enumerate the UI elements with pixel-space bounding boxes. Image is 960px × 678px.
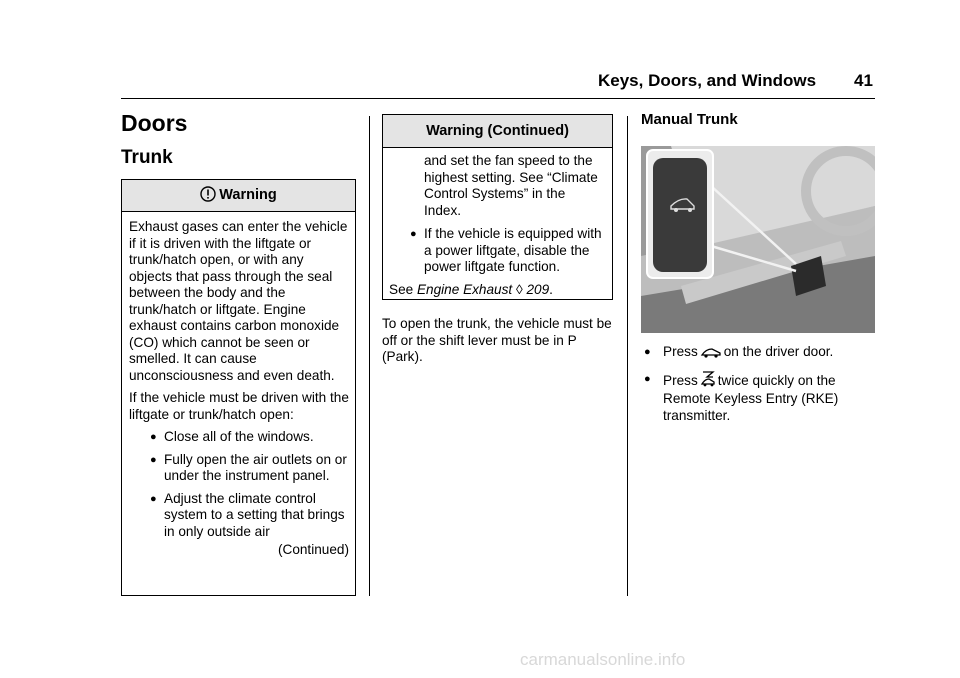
subsection-title: Trunk	[121, 147, 173, 168]
column-divider-1	[369, 116, 370, 596]
warning-title: Warning	[219, 187, 277, 203]
bullet-icon: ●	[150, 492, 157, 505]
column-divider-2	[627, 116, 628, 596]
list-item: ● Adjust the climate control system to a setting that brings in only outside air	[150, 490, 345, 539]
list-item: ● Fully open the air outlets on or under the instrument panel.	[150, 451, 347, 483]
header-rule	[121, 98, 875, 99]
body-paragraph: To open the trunk, the vehicle must be off or the shift lever must be in P (Park).	[382, 316, 612, 364]
warning-box-header: Warning (Continued)	[383, 115, 612, 148]
warning-paragraph: Exhaust gases can enter the vehicle if it is driven with the liftgate or trunk/hatch open, or with any objects that pass through the seal between the body and the trunk/hatch or liftgate. Engine exhaust contains carbon monoxide (CO) which cannot be seen or smelled. It can cause unconsciousness and even death.	[129, 219, 348, 383]
manual-trunk-list	[641, 344, 875, 424]
section-title: Doors	[121, 110, 188, 136]
warning-box-header	[122, 180, 355, 212]
watermark: carmanualsonline.info	[520, 650, 686, 669]
trunk-release-icon	[700, 346, 722, 363]
list-item: ● Press on the driver door.	[641, 344, 875, 363]
bullet-icon: ●	[410, 228, 417, 240]
bullet-icon: ●	[150, 453, 157, 466]
list-item: ● Close all of the windows.	[150, 429, 314, 444]
running-header-title: Keys, Doors, and Windows	[598, 71, 817, 90]
rke-trunk-icon	[700, 371, 716, 392]
warning-box-continued	[382, 114, 613, 300]
bullet-icon: ●	[644, 346, 651, 358]
trunk-release-photo	[641, 146, 875, 333]
warning-box	[121, 179, 356, 596]
warning-paragraph: and set the fan speed to the highest setting. See “Climate Control Systems” in the Index.	[424, 153, 598, 218]
list-item: ● Press twice quickly on the Remote Keyless Entry (RKE) transmitter.	[644, 372, 839, 423]
warning-icon	[200, 183, 216, 214]
cross-reference: See Engine Exhaust ◊ 209.	[389, 281, 553, 297]
manual-trunk-title: Manual Trunk	[641, 111, 738, 128]
page-number: 41	[854, 71, 873, 90]
bullet-icon: ●	[150, 431, 157, 443]
list-item: ● If the vehicle is equipped with a power liftgate, disable the power liftgate function.	[410, 226, 602, 274]
warning-paragraph: If the vehicle must be driven with the liftgate or trunk/hatch open:	[129, 390, 349, 422]
bullet-icon: ●	[644, 372, 651, 385]
continued-label: (Continued)	[277, 542, 349, 557]
reference-arrow-icon: ◊	[515, 281, 523, 297]
